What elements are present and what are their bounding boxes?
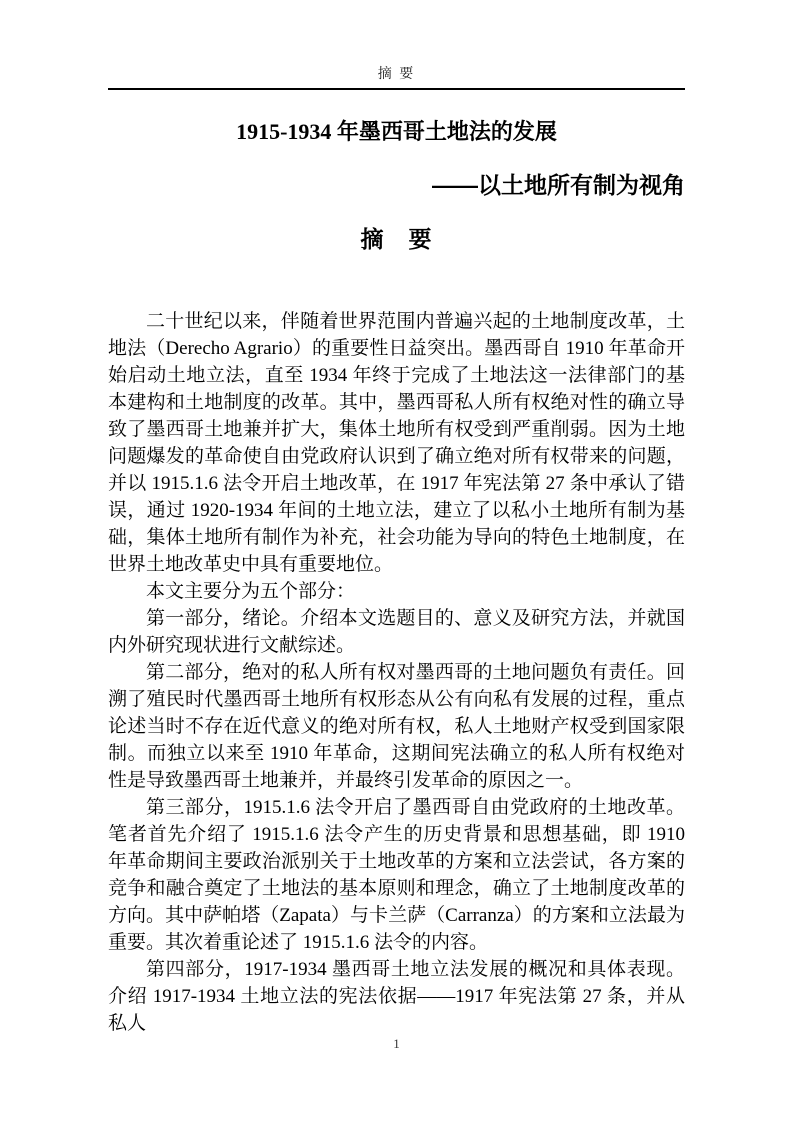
abstract-paragraph-3: 第一部分，绪论。介绍本文选题目的、意义及研究方法，并就国内外研究现状进行文献综述。 [108, 608, 685, 656]
document-subtitle: ——以土地所有制为视角 [432, 172, 685, 198]
abstract-paragraph-2: 本文主要分为五个部分： [146, 581, 356, 602]
page-number: 1 [393, 1036, 400, 1051]
abstract-paragraph-6: 第四部分，1917-1934 墨西哥土地立法发展的概况和具体表现。介绍 1917-1934 土地立法的宪法依据——1917 年宪法第 27 条，并从私人 [108, 959, 685, 1034]
abstract-body [108, 308, 685, 1037]
running-header: 摘 要 [377, 67, 416, 82]
document-title: 1915-1934 年墨西哥土地法的发展 [236, 119, 557, 144]
abstract-paragraph-1: 二十世纪以来，伴随着世界范围内普遍兴起的土地制度改革，土地法（Derecho Agrario）的重要性日益突出。墨西哥自 1910 年革命开始启动土地立法，直至 1934 年终于完成了土地法这一法律部门的基本建构和土地制度的改革。其中，墨西哥私人所有权绝对性的确立导致了墨西哥土地兼并扩大，集体土地所有权受到严重削弱。因为土地问题爆发的革命使自由党政府认识到了确立绝对所有权带来的问题，并以 1915.1.6 法令开启土地改革，在 1917 年宪法第 27 条中承认了错误，通过 1920-1934 年间的土地立法，建立了以私小土地所有制为基础，集体土地所有制作为补充，社会功能为导向的特色土地制度，在世界土地改革史中具有重要地位。 [108, 311, 685, 575]
abstract-paragraph-5: 第三部分，1915.1.6 法令开启了墨西哥自由党政府的土地改革。笔者首先介绍了 1915.1.6 法令产生的历史背景和思想基础，即 1910 年革命期间主要政治派别关于土地改革的方案和立法尝试，各方案的竞争和融合奠定了土地法的基本原则和理念，确立了土地制度改革的方向。其中萨帕塔（Zapata）与卡兰萨（Carranza）的方案和立法最为重要。其次着重论述了 1915.1.6 法令的内容。 [108, 797, 685, 953]
abstract-paragraph-4: 第二部分，绝对的私人所有权对墨西哥的土地问题负有责任。回溯了殖民时代墨西哥土地所有权形态从公有向私有发展的过程，重点论述当时不存在近代意义的绝对所有权，私人土地财产权受到国家限制。而独立以来至 1910 年革命，这期间宪法确立的私人所有权绝对性是导致墨西哥土地兼并，并最终引发革命的原因之一。 [108, 662, 685, 791]
header-rule [108, 88, 685, 90]
abstract-heading: 摘 要 [360, 226, 433, 252]
